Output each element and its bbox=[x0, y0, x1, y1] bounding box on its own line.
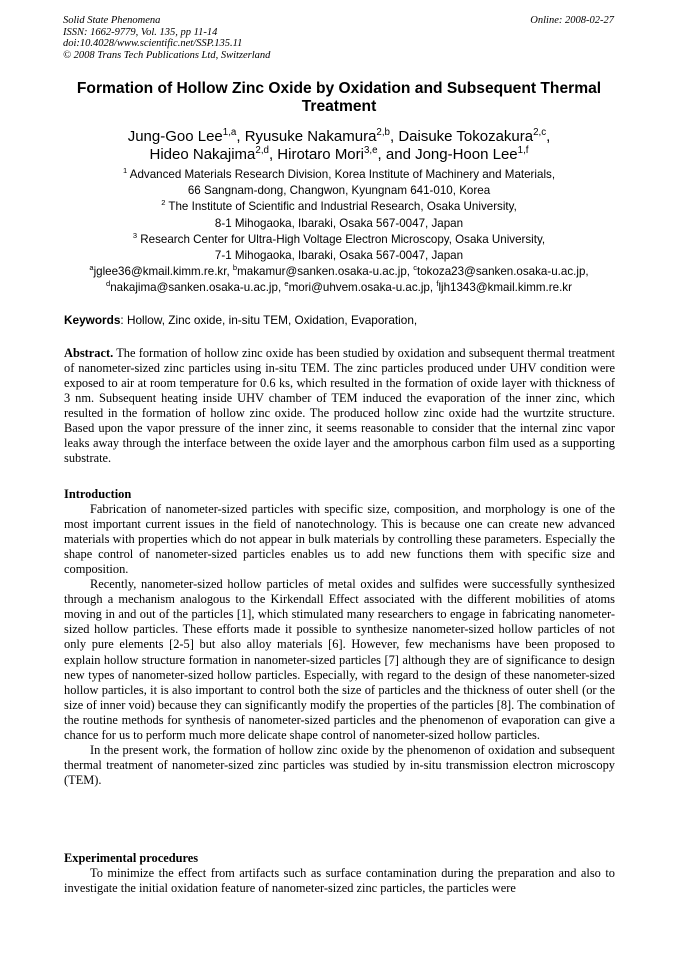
author-name: Hideo Nakajima bbox=[149, 146, 256, 163]
experimental-paragraph-1: To minimize the effect from artifacts such as surface contamination during the preparation and also to investigate the initial oxidation feature of nanometer-sized zinc particles, the particles were bbox=[64, 866, 615, 896]
online-date: Online: 2008-02-27 bbox=[530, 15, 614, 26]
email-address[interactable]: nakajima@sanken.osaka-u.ac.jp bbox=[110, 281, 278, 295]
abstract bbox=[64, 346, 615, 466]
journal-name: Solid State Phenomena bbox=[63, 15, 161, 26]
email-address[interactable]: jglee36@kmail.kimm.re.kr bbox=[93, 265, 227, 279]
affiliation-number: 1 bbox=[122, 166, 128, 176]
author-sup: 3,e bbox=[363, 145, 378, 156]
keywords-text: : Hollow, Zinc oxide, in-situ TEM, Oxidation, Evaporation, bbox=[120, 313, 418, 327]
affiliations bbox=[60, 167, 618, 297]
intro-paragraph-2: Recently, nanometer-sized hollow particles of metal oxides and sulfides were successfully synthesized through a mechanism analogous to the Kirkendall Effect associated with the different mobilities of atoms moving in and out of the particles [1], which stimulated many researchers to engage in fabricating nanometer-sized hollow particles. These efforts made it possible to synthesize nanometer-sized hollow particles of not only pure elements [2-5] but also alloy materials [6]. However, few mechanisms have been proposed to explain hollow structure formation in nanometer-sized particles [7] although they are of significance to design new types of nanometer-sized hollow particles. Especially, with regard to the design of these nanometer-sized hollow particles, it is also important to control both the size of particles and the thickness of outer shell (or the size of inner void) because they can significantly modify the properties of the particles [8]. The combination of the routine methods for synthesis of nanometer-sized particles and the phenomenon of evaporation can give a chance for us to perform much more delicate shape control of nanometer-sized hollow particles. bbox=[64, 577, 615, 742]
abstract-paragraph bbox=[64, 346, 615, 466]
author-name: Jong-Hoon Lee bbox=[415, 146, 518, 163]
author-sup: 2,c bbox=[533, 127, 547, 138]
copyright-line: © 2008 Trans Tech Publications Ltd, Switzerland bbox=[63, 49, 271, 61]
affiliation-1-line-2: 66 Sangnam-dong, Changwon, Kyungnam 641-010, Korea bbox=[187, 184, 491, 198]
intro-paragraph-1: Fabrication of nanometer-sized particles with specific size, composition, and morphology is one of the most important current issues in the field of nanotechnology. This is because one can create new advanced materials with properties which do not appear in bulk materials by controlling these parameters. Especially the shape control of nanometer-sized particles enables us to add new functions them with specific size and composition. bbox=[64, 502, 615, 577]
author-list bbox=[60, 128, 618, 164]
email-key: e bbox=[284, 279, 289, 289]
author-separator: , bbox=[389, 128, 399, 145]
email-key: d bbox=[106, 279, 111, 289]
keywords-label: Keywords bbox=[64, 313, 121, 327]
email-address[interactable]: tokoza23@sanken.osaka-u.ac.jp bbox=[417, 265, 586, 279]
abstract-label: Abstract. bbox=[64, 346, 114, 360]
intro-paragraph-3: In the present work, the formation of hollow zinc oxide by the phenomenon of oxidation and subsequent thermal treatment of nanometer-sized zinc particles was studied by in-situ transmission electron microscopy (TEM). bbox=[64, 742, 615, 787]
affiliation-1-line-1 bbox=[60, 167, 618, 183]
email-key: b bbox=[232, 263, 238, 273]
introduction-section bbox=[64, 487, 615, 788]
author-name: Daisuke Tokozakura bbox=[398, 128, 534, 145]
experimental-section bbox=[64, 851, 615, 896]
email-key: f bbox=[436, 279, 439, 289]
email-address[interactable]: makamur@sanken.osaka-u.ac.jp bbox=[237, 265, 407, 279]
author-sup: 1,f bbox=[517, 145, 529, 156]
affiliation-3-line-1 bbox=[60, 232, 618, 248]
paper-title: Formation of Hollow Zinc Oxide by Oxidation and Subsequent Thermal Treatment bbox=[76, 80, 602, 115]
affiliation-2-line-1 bbox=[60, 199, 618, 215]
author-sup: 2,b bbox=[376, 127, 390, 138]
author-sup: 2,d bbox=[255, 145, 269, 156]
affiliation-2-line-2: 8-1 Mihogaoka, Ibaraki, Osaka 567-0047, Japan bbox=[214, 216, 464, 230]
author-name: Jung-Goo Lee bbox=[127, 128, 223, 145]
author-separator: , bbox=[268, 146, 278, 163]
experimental-heading: Experimental procedures bbox=[64, 851, 199, 865]
author-separator: , bbox=[236, 128, 245, 145]
affiliation-3-line-2: 7-1 Mihogaoka, Ibaraki, Osaka 567-0047, Japan bbox=[214, 249, 464, 263]
author-sup: 1,a bbox=[222, 127, 237, 138]
doi-line: doi:10.4028/www.scientific.net/SSP.135.11 bbox=[63, 38, 243, 50]
author-name: Ryusuke Nakamura bbox=[244, 128, 377, 145]
author-name: Hirotaro Mori bbox=[277, 146, 364, 163]
email-line-2: $^d$nakajima@sanken.osaka-u.ac.jp, $^e$mori@uhvem.osaka-u.ac.jp, $^f$ljh1343@kmail.kimm.re.kr bbox=[106, 279, 572, 295]
email-line-1: $^a$jglee36@kmail.kimm.re.kr, $^b$makamur@sanken.osaka-u.ac.jp, $^c$tokoza23@sanken.osaka-u.ac.jp, bbox=[89, 263, 589, 279]
email-address[interactable]: mori@uhvem.osaka-u.ac.jp bbox=[288, 281, 430, 295]
author-separator: , and bbox=[377, 146, 416, 163]
author-line-1 bbox=[60, 128, 618, 146]
author-line-2 bbox=[60, 146, 618, 164]
affiliation-number: 3 bbox=[132, 230, 138, 240]
email-address[interactable]: ljh1343@kmail.kimm.re.kr bbox=[438, 281, 572, 295]
affiliation-text: The Institute of Scientific and Industrial Research, Osaka University, bbox=[168, 200, 517, 214]
abstract-text: The formation of hollow zinc oxide has been studied by oxidation and subsequent thermal treatment of nanometer-sized zinc particles using in-situ TEM. The zinc particles produced under UHV condition were exposed to air at room temperature for 0.6 ks, which resulted in the formation of oxide layer with thickness of 3 nm. Subsequent heating inside UHV chamber of TEM induced the evaporation of the inner zinc, which resulted in the formation of hollow zinc oxide. The produced hollow zinc oxide had the wurtzite structure. Based upon the vapor pressure of the inner zinc, it seems reasonable to consider that the internal zinc vapor leaks away through the interface between the oxide layer and the amorphous carbon film used as a supporting substrate. bbox=[64, 346, 615, 466]
keywords bbox=[64, 313, 616, 327]
journal-header bbox=[63, 15, 270, 61]
issn-line: ISSN: 1662-9779, Vol. 135, pp 11-14 bbox=[63, 26, 218, 38]
affiliation-text: Research Center for Ultra-High Voltage Electron Microscopy, Osaka University, bbox=[140, 232, 546, 246]
email-key: a bbox=[89, 263, 94, 273]
introduction-heading: Introduction bbox=[64, 487, 132, 501]
affiliation-number: 2 bbox=[161, 198, 166, 208]
author-separator: , bbox=[546, 128, 551, 145]
affiliation-text: Advanced Materials Research Division, Korea Institute of Machinery and Materials, bbox=[129, 168, 556, 181]
email-key: c bbox=[413, 263, 417, 273]
